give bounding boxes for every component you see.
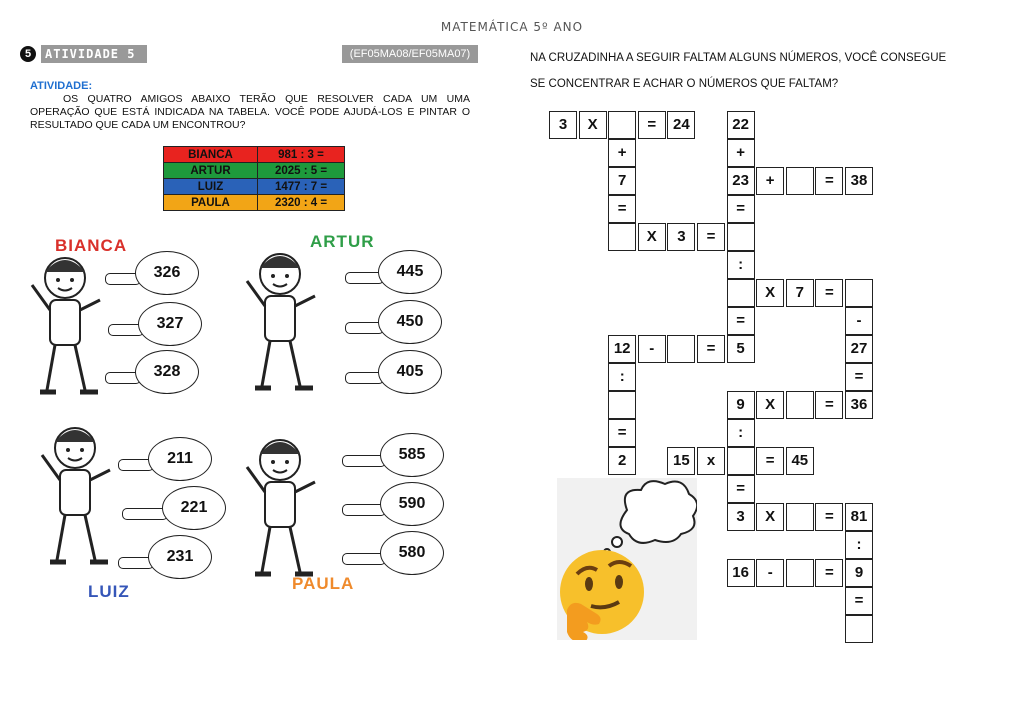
crossword-cell: :: [608, 363, 636, 391]
crossword-cell: =: [608, 419, 636, 447]
crossword-cell: X: [756, 503, 784, 531]
answer-bubble[interactable]: 590: [380, 482, 444, 526]
operation-expression: 1477 : 7 =: [258, 179, 345, 195]
operation-name: PAULA: [164, 195, 258, 211]
crossword-empty-cell[interactable]: [786, 559, 814, 587]
kid-name: BIANCA: [55, 236, 128, 255]
operation-expression: 2025 : 5 =: [258, 163, 345, 179]
crossword-cell: -: [638, 335, 666, 363]
answer-bubble[interactable]: 231: [148, 535, 212, 579]
kid-illustration: [30, 420, 125, 590]
kid-illustration: [235, 246, 330, 416]
crossword-cell: X: [756, 279, 784, 307]
operation-expression: 2320 : 4 =: [258, 195, 345, 211]
crossword-cell: 9: [845, 559, 873, 587]
operation-expression: 981 : 3 =: [258, 147, 345, 163]
crossword-cell: +: [727, 139, 755, 167]
crossword-cell: 7: [608, 167, 636, 195]
activity-title: ATIVIDADE 5: [41, 45, 147, 63]
crossword-cell: :: [727, 251, 755, 279]
crossword-empty-cell[interactable]: [845, 615, 873, 643]
kid-name: LUIZ: [88, 582, 130, 601]
bubble-handle: [122, 508, 168, 520]
crossword-prompt: [530, 45, 1000, 97]
answer-bubble[interactable]: 580: [380, 531, 444, 575]
answer-bubble[interactable]: 585: [380, 433, 444, 477]
crossword-cell: :: [727, 419, 755, 447]
answer-bubble[interactable]: 450: [378, 300, 442, 344]
crossword-cell: -: [756, 559, 784, 587]
crossword-cell: =: [608, 195, 636, 223]
crossword-cell: -: [845, 307, 873, 335]
crossword-cell: :: [845, 531, 873, 559]
operation-name: BIANCA: [164, 147, 258, 163]
crossword-cell: =: [756, 447, 784, 475]
crossword-empty-cell[interactable]: [667, 335, 695, 363]
operation-name: ARTUR: [164, 163, 258, 179]
operations-row: [164, 163, 345, 179]
crossword-empty-cell[interactable]: [845, 279, 873, 307]
crossword-cell: =: [815, 167, 843, 195]
operations-row: [164, 147, 345, 163]
crossword-cell: 5: [727, 335, 755, 363]
crossword-cell: =: [727, 307, 755, 335]
operations-table: [163, 146, 345, 211]
operations-row: [164, 195, 345, 211]
crossword-cell: 15: [667, 447, 695, 475]
crossword-cell: =: [815, 391, 843, 419]
crossword-empty-cell[interactable]: [727, 279, 755, 307]
crossword-cell: =: [815, 503, 843, 531]
answer-bubble[interactable]: 211: [148, 437, 212, 481]
answer-bubble[interactable]: 221: [162, 486, 226, 530]
crossword-cell: +: [756, 167, 784, 195]
crossword-cell: =: [845, 363, 873, 391]
crossword-empty-cell[interactable]: [608, 391, 636, 419]
activity-code: (EF05MA08/EF05MA07): [342, 45, 478, 63]
page-title: MATEMÁTICA 5º ANO: [440, 20, 584, 34]
kid-name: PAULA: [292, 574, 355, 593]
crossword-cell: 27: [845, 335, 873, 363]
crossword-cell: 3: [727, 503, 755, 531]
crossword-cell: 12: [608, 335, 636, 363]
crossword-cell: 3: [667, 223, 695, 251]
crossword-cell: 38: [845, 167, 873, 195]
crossword-cell: 23: [727, 167, 755, 195]
crossword-cell: 24: [667, 111, 695, 139]
kid-illustration: [20, 250, 115, 420]
crossword-cell: x: [697, 447, 725, 475]
crossword-empty-cell[interactable]: [727, 223, 755, 251]
crossword-cell: 3: [549, 111, 577, 139]
crossword-cell: =: [727, 195, 755, 223]
operations-row: [164, 179, 345, 195]
crossword-empty-cell[interactable]: [608, 223, 636, 251]
kid-name: ARTUR: [310, 232, 375, 251]
crossword-empty-cell[interactable]: [608, 111, 636, 139]
crossword-cell: 45: [786, 447, 814, 475]
crossword-empty-cell[interactable]: [786, 503, 814, 531]
crossword-empty-cell[interactable]: [786, 167, 814, 195]
crossword-prompt-line2: SE CONCENTRAR E ACHAR O NÚMEROS QUE FALTAM?: [530, 78, 839, 90]
crossword-cell: 9: [727, 391, 755, 419]
operation-name: LUIZ: [164, 179, 258, 195]
crossword-cell: 22: [727, 111, 755, 139]
answer-bubble[interactable]: 328: [135, 350, 199, 394]
thinking-face-icon: [557, 478, 697, 645]
kid-illustration: [235, 432, 330, 602]
answer-bubble[interactable]: 405: [378, 350, 442, 394]
crossword-cell: +: [608, 139, 636, 167]
crossword-cell: =: [638, 111, 666, 139]
crossword-empty-cell[interactable]: [727, 447, 755, 475]
crossword-cell: =: [697, 335, 725, 363]
activity-label: ATIVIDADE:: [30, 80, 93, 92]
crossword-cell: =: [727, 475, 755, 503]
answer-bubble[interactable]: 326: [135, 251, 199, 295]
crossword-cell: 7: [786, 279, 814, 307]
answer-bubble[interactable]: 445: [378, 250, 442, 294]
answer-bubble[interactable]: 327: [138, 302, 202, 346]
crossword-cell: 2: [608, 447, 636, 475]
crossword-cell: 36: [845, 391, 873, 419]
crossword-empty-cell[interactable]: [786, 391, 814, 419]
crossword-cell: =: [845, 587, 873, 615]
activity-number-badge: 5: [20, 46, 36, 62]
crossword-cell: =: [815, 559, 843, 587]
crossword-cell: X: [756, 391, 784, 419]
crossword-cell: 16: [727, 559, 755, 587]
crossword-cell: =: [697, 223, 725, 251]
activity-instructions: OS QUATRO AMIGOS ABAIXO TERÃO QUE RESOLVER CADA UM UMA OPERAÇÃO QUE ESTÁ INDICADA NA TABELA. VOCÊ PODE AJUDÁ-LOS E PINTAR O RESULTADO QUE CADA UM ENCONTROU?: [30, 93, 470, 131]
crossword-cell: X: [638, 223, 666, 251]
crossword-cell: =: [815, 279, 843, 307]
crossword-prompt-line1: NA CRUZADINHA A SEGUIR FALTAM ALGUNS NÚMEROS, VOCÊ CONSEGUE: [530, 52, 947, 64]
crossword-cell: X: [579, 111, 607, 139]
crossword-cell: 81: [845, 503, 873, 531]
